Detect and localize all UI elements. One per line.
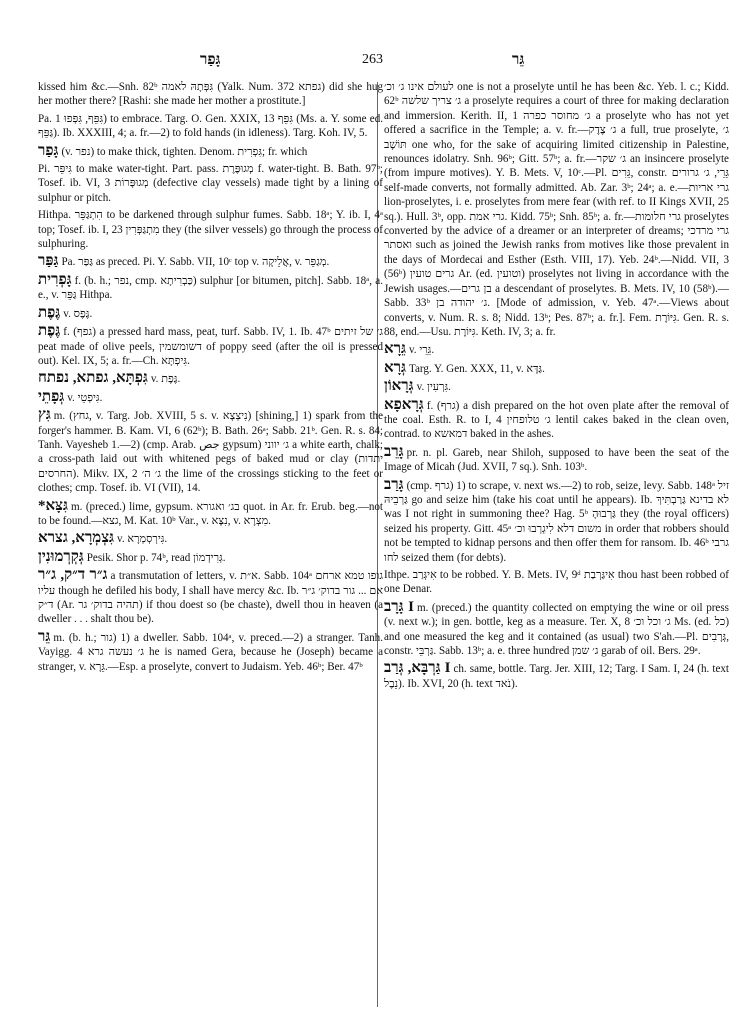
entry-headword: גַּפַּר	[38, 253, 59, 270]
dictionary-entry	[38, 630, 383, 674]
dictionary-entry	[38, 568, 383, 627]
entry-text: v. גִּיפְטֵי.	[67, 391, 103, 404]
dictionary-entry	[38, 208, 383, 251]
entry-text: m. (preced.) lime, gypsum. בג׳ ואגורא quot. in Ar. fr. Erub. beg.—not to be found.—גצא, M. Kat. 10ᵇ Var., v. נִצָּא, v. מִצְרָא.	[38, 500, 383, 527]
entry-text: v. גִּירְסְמְרָא.	[117, 533, 168, 546]
dictionary-entry	[38, 531, 383, 546]
dictionary-entry	[38, 112, 383, 141]
entry-headword: גְּרָאוֹן	[384, 378, 414, 395]
entry-headword: גָּרֵב	[384, 443, 404, 460]
entry-headword: ג״ר ד״ק, ג״ר	[38, 567, 108, 584]
entry-text: v. גֶּפֶת.	[150, 373, 181, 386]
entry-text: m. (b. h.; גור) 1) a dweller. Sabb. 104ᵃ, v. preced.—2) a stranger. Tanh. Vayigg. 4 ג׳ נעשה גרא he is named Gera, because he (Joseph) became a stranger, v. גֵּרָא.—Esp. a proselyte, convert to Judaism. Yeb. 46ᵇ; Ber. 47ᵇ	[38, 631, 383, 673]
dictionary-entry	[384, 478, 729, 565]
entry-headword: גָּרַב	[384, 476, 404, 493]
left-column	[38, 80, 383, 1010]
entry-text: m. (preced.) the quantity collected on emptying the wine or oil press (v. next w.); in gen. bottle, keg as a measure. Ter. X, 8 ג׳ וכל וכ׳ Ms. (ed. כל) and one measured the keg and it contained (as usual) two S'ah.—Pl. גְּרָבִים, constr. גַּרְבֵּי. Sabb. 13ᵇ; a. e. three hundred ג׳ שמן garab of oil. Bers. 29ᵃ.	[384, 601, 729, 658]
entry-text: לעולם אינו ג׳ וכ׳ one is not a proselyte until he has been &c. Yeb. l. c.; Kidd. 62ᵇ ג׳ צריך שלשה a proselyte requires a court of three for making declaration and immersion. Kerith. II, 1 ג׳ מחוסר כפרה a proselyte who has not yet offered a sacrifice in the Temple; a. v. fr.—ג׳ צֶדֶק a full, true proselyte, ג׳ תּוֹשָׁב one who, for the sake of acquiring limited citizenship in Palestine, renounces idolatry. Snh. 96ᵇ; Gitt. 57ᵇ; a. fr.—ג׳ שקר an insincere proselyte (from impure motives). Y. B. Mets. V, 10ᶜ.—Pl. גֵּרִים, constr. גֵּרֵי, ג׳ גרורים self-made converts, not formally admitted. Ab. Zar. 3ᵇ; 24ᵃ; a. e.—גרי אריות lion-proselytes, i. e. proselytes from mere fear (with ref. to II Kings XVII, 25 sq.). Hull. 3ᵇ, opp. גרי אמת. Kidd. 75ᵇ; Snh. 85ᵇ; a. fr.—גרי חלומות proselytes converted by the advice of a dreamer or an interpreter of dreams; גרי מרדכי ואסתר such as joined the Jewish ranks from motives like those prevalent in the days of Mordecai and Esther (Esth. VIII, 17). Yeb. 24ᵇ.—Nidd. VII, 3 (56ᵇ) גרים טועין Ar. (ed. וטועין) proselytes not living in accordance with the Jewish usages.—בן גרים a descendant of proselytes. B. Mets. IV, 10 (58ᵇ).—Sabb. 33ᵇ ג׳ יהודה בן. [Mode of admission, v. Yeb. 47ᵃ.—Views about converts, v. Num. R. s. 8; Nidd. 13ᵇ; Pes. 87ᵇ; a. fr.]. Fem. גִּיּוֹרֶת. Gen. R. s. 88, end.—Usu. גִּיּוֹרֶת. Keth. IV, 3; a. fr.	[384, 81, 729, 338]
dictionary-entry	[384, 361, 729, 376]
entry-text: a transmutation of letters, v. א״ת. Sabb. 104ᵃ גופו טמא ארחם עליו though he defiled his body, I shall have mercy &c. Ib. אם ... גור בדוק׳ ג״ר ד״ק (Ar. תהיה בדוק׳ גר) if thou doest so (be chaste), dwell thou in heaven (a dweller . . . shalt thou be).	[38, 570, 383, 626]
left-running-head: גָּפַר	[200, 52, 221, 68]
entry-text: Hithpa. הִתְגַּפֵּר to be darkened through sulphur fumes. Sabb. 18ᵃ; Y. ib. I, 4ᵃ top; Tosef. ib. I, 23 מִתְגַּפְּרִין they (the silver vessels) go through the process of sulphuring.	[38, 209, 383, 251]
entry-headword: גִּפְתָּא, גפתא, נפתח	[38, 370, 148, 387]
right-column	[384, 80, 729, 1010]
dictionary-entry	[38, 306, 383, 321]
dictionary-entry	[38, 390, 383, 405]
dictionary-entry	[38, 273, 383, 303]
entry-headword: גָּפַר	[38, 142, 59, 159]
entry-text: Targ. Y. Gen. XXX, 11, v. גַּדָּא.	[408, 362, 545, 375]
page-number: 263	[362, 52, 383, 67]
entry-headword: גֵּרָא	[384, 341, 406, 358]
entry-headword: גִּצְמְרָא, גצרא	[38, 530, 115, 547]
entry-headword: גְּפָתֵי	[38, 388, 65, 405]
entry-headword: *גִּצָּא	[38, 497, 68, 514]
entry-headword: גֶּפֶת	[38, 304, 61, 321]
entry-text: f. (גרף) a dish prepared on the hot oven plate after the removal of the coal. Esth. R. to I, 4 ג׳ טלופחין lentil cakes baked in the clean oven, contrad. to דמאשא baked in the ashes.	[384, 399, 729, 441]
entry-text: f. (b. h.; נפר, cmp. כַּבְרִיתָא) sulphur [or bitumen, pitch]. Sabb. 18ᵃ, a. e., v. גַּפֵּר Hithpa.	[38, 274, 383, 302]
entry-text: m. (גחץ, v. Targ. Job. XVIII, 5 s. v. נִיצְצָא) [shining,] 1) spark from the forger's hammer. B. Kam. VI, 6 (62ᵇ); B. Bath. 26ᵃ; Sabb. 21ᵇ. Gen. R. s. 84; Tanh. Vayesheb 1.—2) (cmp. Arab. جص gypsum) ג׳ יווני a white earth, chalk; a cross-path laid out with whitened pegs of baked mud or clay (יתדות החרסים). Mikv. IX, 2 ג׳ ה׳ the lime of the crossings sticking to the feet or clothes; cmp. Tosef. ib. VI (VII), 14.	[38, 410, 383, 495]
entry-headword: גָּפְרִית	[38, 271, 72, 288]
entry-headword: גַּרְבָּא, גְּרַב I	[384, 660, 451, 677]
entry-text: (cmp. גרף) 1) to scrape, v. next ws.—2) to rob, seize, levy. Sabb. 148ᵃ זיל גַּרְבֵיהּ go and seize him (take his coat until he appears). Ib. לא בדינא גַּרַבְתִּיךְ was I not right in summoning thee? Hag. 5ᵇ גַּרְבוּהָ they (the royal officers) seized his property. Gitt. 45ᵃ משום דלא לִיגְרְבוּ וכ׳ in order that robbers should not be tempted to kidnap persons and then offer them for ransom. Ib. 46ᵇ גרבי לחו seized them (for debts).	[384, 479, 729, 564]
entry-text: v. גִּרְעִין.	[416, 381, 451, 394]
dictionary-entry	[384, 379, 729, 394]
dictionary-entry	[384, 80, 729, 339]
entry-headword: גְּקְרְמוּנִין	[38, 548, 84, 565]
dictionary-entry	[38, 80, 383, 109]
entry-text: Ithpe. אִיגְּרַב to be robbed. Y. B. Mets. IV, 9ᵈ אִיגַּרְבַת thou hast been robbed of one Denar.	[384, 569, 729, 596]
entry-text: f. (גפף) a pressed hard mass, peat, turf. Sabb. IV, 1. Ib. 47ᵇ ג׳ של זיתים peat made of olive peels, דשומשמין of poppy seed (after the oil is pressed out). Kel. IX, 5; a. fr.—Ch. גִּיפְתָּא.	[38, 326, 383, 367]
entry-text: Pesik. Shor p. 74ᵇ, read גְּרִידְמוֹן.	[86, 551, 226, 564]
entry-text: kissed him &c.—Snh. 82ᵇ גִּפְּתָהּ לאמה (Yalk. Num. 372 גפתא) did she hug her mother there? [Rashi: she made her mother a prostitute.]	[38, 81, 383, 108]
dictionary-entry	[38, 499, 383, 529]
entry-text: v. גֵּרֵי.	[408, 344, 435, 357]
entry-headword: גֶּפֶת	[38, 323, 61, 340]
page-header	[0, 52, 750, 74]
dictionary-entry	[38, 408, 383, 495]
right-running-head: גֵּר	[512, 52, 525, 68]
entry-text: Pa. גִּפֵּף, גִּפְּפוּ 1) to embrace. Targ. O. Gen. XXIX, 13 גִּפֵּף (Ms. a. Y. some ed. גַּפֵּף). Ib. XXXIII, 4; a. fr.—2) to fold hands (in idleness). Targ. Koh. IV, 5.	[38, 112, 383, 140]
entry-text: Pi. גִּיפֵּר to make water-tight. Part. pass. מְגוּפֶּרֶת f. water-tight. B. Bath. 97ᵇ; Tosef. ib. VI, 3 מְגוּפָּרוֹת (defective clay vessels) made tight by a lining of sulphur or pitch.	[38, 163, 383, 204]
dictionary-entry	[384, 445, 729, 475]
entry-text: (v. נפר) to make thick, tighten. Denom. גִּפְרִית; fr. which	[61, 145, 308, 158]
entry-headword: גֵּר	[38, 628, 51, 645]
entry-headword: גָּרָב I	[384, 598, 414, 615]
dictionary-entry	[384, 600, 729, 659]
dictionary-entry	[384, 398, 729, 442]
entry-text: ch. same, bottle. Targ. Jer. XIII, 12; Targ. I Sam. I, 24 (h. text נֵבֶל). Ib. XVI, 20 (h. text נֹאד).	[384, 663, 729, 690]
entry-text: Pa. גַּפַּר as preced. Pi. Y. Sabb. VII, 10ᶜ top v. אֲלֵיקָה, v. מְגַפֵּר.	[61, 256, 330, 269]
entry-headword: גְּרָא	[384, 359, 406, 376]
dictionary-entry	[38, 162, 383, 205]
dictionary-entry	[384, 342, 729, 357]
entry-text: pr. n. pl. Gareb, near Shiloh, supposed to have been the seat of the Image of Micah (Jud. XVII, 7 sq.). Snh. 103ᵇ.	[384, 446, 729, 474]
dictionary-entry	[38, 371, 383, 386]
dictionary-entry	[38, 550, 383, 565]
entry-headword: גְּרָאפָא	[384, 396, 424, 413]
dictionary-entry	[38, 254, 383, 269]
dictionary-entry	[38, 144, 383, 159]
entry-headword: גִּץ	[38, 407, 51, 424]
dictionary-entry	[38, 324, 383, 368]
dictionary-entry	[384, 661, 729, 691]
entry-text: v. גֶּפֶס.	[63, 307, 93, 320]
dictionary-entry	[384, 568, 729, 597]
